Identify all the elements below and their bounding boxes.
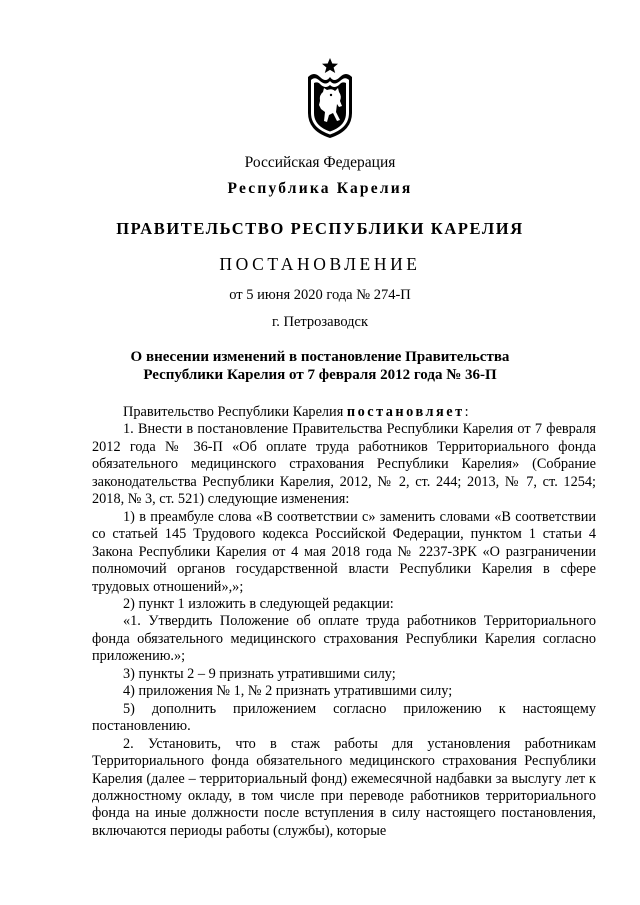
paragraph-1-item-3: 3) пункты 2 – 9 признать утратившими силу; <box>123 665 396 682</box>
subject-line-1: О внесении изменений в постановление Правительства <box>130 349 510 365</box>
paragraph-1-item-5: 5) дополнить приложением согласно приложению к настоящему постановлению. <box>92 700 596 735</box>
preamble <box>92 404 596 421</box>
government-title: ПРАВИТЕЛЬСТВО РЕСПУБЛИКИ КАРЕЛИЯ <box>116 219 524 238</box>
paragraph-1-item-1: 1) в преамбуле слова «В соответствии с» заменить словами «В соответствии со статьей 145 Трудового кодекса Российской Федерации, пунктом 1 статьи 4 Закона Республики Карелия от 4 мая 2018 года № 2237-ЗРК «О разграничении полномочий органов государственной власти Республики Карелия в сфере трудовых отношений»,»; <box>92 508 596 595</box>
paragraph-1-item-4: 4) приложения № 1, № 2 признать утратившими силу; <box>123 683 453 700</box>
country-name: Российская Федерация <box>244 154 396 171</box>
republic-name: Республика Карелия <box>227 180 413 197</box>
paragraph-1-item-2: 2) пункт 1 изложить в следующей редакции: <box>123 595 394 612</box>
document-date: от 5 июня 2020 года № 274-П <box>229 287 411 303</box>
paragraph-1-item-2-quote: «1. Утвердить Положение об оплате труда работников Территориального фонда обязательного медицинского страхования Республики Карелия согласно приложению.»; <box>92 613 596 665</box>
subject-line-2: Республики Карелия от 7 февраля 2012 года № 36-П <box>143 367 497 383</box>
preamble-lead: Правительство Республики Карелия <box>123 404 347 420</box>
document-body <box>92 404 596 840</box>
document-city: г. Петрозаводск <box>271 314 369 330</box>
paragraph-1: 1. Внести в постановление Правительства Республики Карелия от 7 февраля 2012 года № 36-П «Об оплате труда работников Территориального фонда обязательного медицинского страхования Республики Карелия» (Собрание законодательства Республики Карелия, 2012, № 2, ст. 244; 2013, № 7, ст. 1254; 2018, № 3, ст. 521) следующие изменения: <box>92 421 596 508</box>
preamble-decree-word: постановляет <box>346 404 465 420</box>
document-subject <box>0 348 640 384</box>
document-type: ПОСТАНОВЛЕНИЕ <box>219 254 421 274</box>
paragraph-2: 2. Установить, что в стаж работы для установления работникам Территориального фонда обязательного медицинского страхования Республики Карелия (далее – территориальный фонд) ежемесячной надбавки за выслугу лет к должностному окладу, в том числе при переводе работников территориального фонда на иные должности после вступления в силу настоящего постановления, включаются периоды работы (службы), которые <box>92 735 596 839</box>
karelia-coat-of-arms-icon <box>306 57 354 139</box>
preamble-tail: : <box>464 404 469 420</box>
